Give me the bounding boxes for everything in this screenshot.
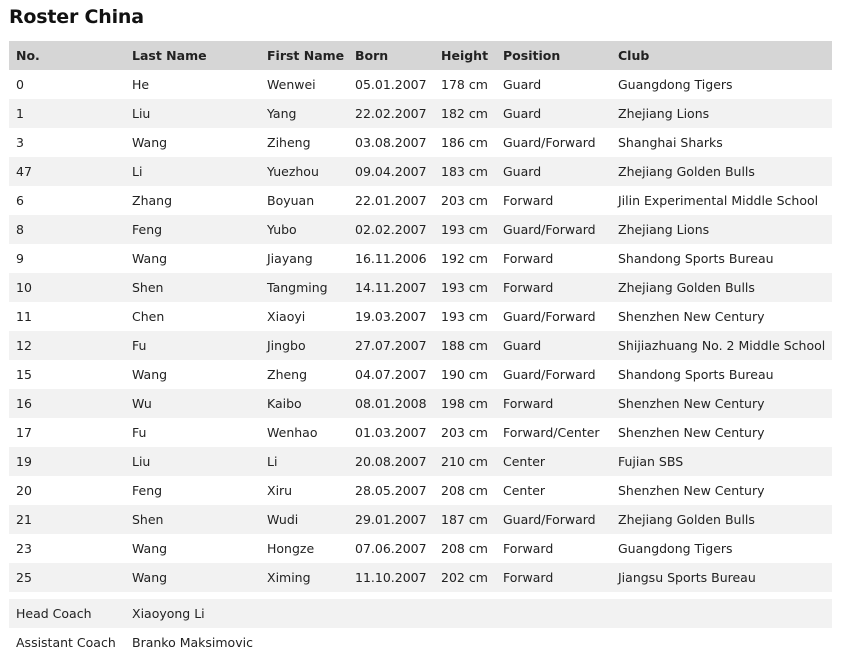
staff-name: Xiaoyong Li [132, 606, 205, 621]
header-club: Club [611, 41, 832, 70]
cell-first-name: Zheng [267, 367, 308, 382]
staff-role: Assistant Coach [16, 635, 116, 650]
cell-born: 02.02.2007 [355, 222, 427, 237]
table-row [9, 70, 832, 99]
cell-first-name: Yang [267, 106, 297, 121]
cell-first-name: Jiayang [267, 251, 313, 266]
cell-number: 6 [16, 193, 24, 208]
cell-last-name: Wu [132, 396, 152, 411]
cell-born: 03.08.2007 [355, 135, 427, 150]
cell-position: Center [503, 483, 546, 498]
cell-last-name: Feng [132, 483, 163, 498]
cell-last-name: Fu [132, 338, 147, 353]
cell-height: 190 cm [441, 367, 488, 382]
cell-number: 3 [16, 135, 24, 150]
cell-height: 186 cm [441, 135, 488, 150]
cell-number: 16 [16, 396, 32, 411]
cell-club: Shenzhen New Century [618, 396, 765, 411]
cell-height: 203 cm [441, 425, 488, 440]
cell-last-name: Fu [132, 425, 147, 440]
cell-position: Guard/Forward [503, 367, 596, 382]
header-last-name: Last Name [125, 41, 260, 70]
table-row [9, 505, 832, 534]
cell-club: Guangdong Tigers [618, 541, 733, 556]
cell-last-name: Li [132, 164, 143, 179]
cell-number: 15 [16, 367, 32, 382]
cell-born: 08.01.2008 [355, 396, 427, 411]
cell-first-name: Li [267, 454, 278, 469]
cell-number: 25 [16, 570, 32, 585]
cell-first-name: Boyuan [267, 193, 315, 208]
cell-club: Zhejiang Golden Bulls [618, 512, 755, 527]
cell-position: Forward [503, 570, 554, 585]
cell-position: Guard/Forward [503, 309, 596, 324]
cell-height: 188 cm [441, 338, 488, 353]
cell-first-name: Xiaoyi [267, 309, 306, 324]
cell-club: Jiangsu Sports Bureau [618, 570, 756, 585]
cell-born: 05.01.2007 [355, 77, 427, 92]
cell-number: 0 [16, 77, 24, 92]
cell-last-name: Liu [132, 106, 151, 121]
header-first-name: First Name [260, 41, 348, 70]
cell-last-name: Chen [132, 309, 165, 324]
cell-position: Guard [503, 77, 542, 92]
cell-club: Zhejiang Lions [618, 222, 710, 237]
cell-height: 183 cm [441, 164, 488, 179]
cell-first-name: Tangming [267, 280, 328, 295]
cell-height: 208 cm [441, 483, 488, 498]
cell-first-name: Wudi [267, 512, 299, 527]
table-row [9, 157, 832, 186]
table-row [9, 302, 832, 331]
cell-club: Shanghai Sharks [618, 135, 723, 150]
cell-last-name: Wang [132, 541, 168, 556]
cell-first-name: Hongze [267, 541, 315, 556]
table-row [9, 389, 832, 418]
cell-height: 210 cm [441, 454, 488, 469]
cell-born: 07.06.2007 [355, 541, 427, 556]
page-title: Roster China [9, 6, 144, 28]
cell-position: Forward [503, 541, 554, 556]
cell-height: 182 cm [441, 106, 488, 121]
cell-club: Fujian SBS [618, 454, 684, 469]
cell-last-name: Feng [132, 222, 163, 237]
cell-number: 19 [16, 454, 32, 469]
cell-position: Guard [503, 164, 542, 179]
table-row [9, 215, 832, 244]
cell-first-name: Yuezhou [267, 164, 319, 179]
cell-club: Jilin Experimental Middle School [618, 193, 819, 208]
cell-position: Forward/Center [503, 425, 600, 440]
cell-position: Forward [503, 396, 554, 411]
table-row [9, 99, 832, 128]
cell-height: 187 cm [441, 512, 488, 527]
cell-position: Guard [503, 106, 542, 121]
cell-number: 20 [16, 483, 32, 498]
cell-born: 28.05.2007 [355, 483, 427, 498]
staff-row [9, 628, 832, 657]
header-born: Born [348, 41, 434, 70]
staff-row [9, 599, 832, 628]
cell-position: Guard/Forward [503, 135, 596, 150]
cell-number: 17 [16, 425, 32, 440]
cell-height: 193 cm [441, 280, 488, 295]
cell-first-name: Xiru [267, 483, 293, 498]
header-position: Position [496, 41, 611, 70]
cell-born: 20.08.2007 [355, 454, 427, 469]
cell-last-name: Shen [132, 512, 164, 527]
cell-height: 203 cm [441, 193, 488, 208]
cell-last-name: Liu [132, 454, 151, 469]
cell-first-name: Wenwei [267, 77, 316, 92]
cell-position: Guard/Forward [503, 222, 596, 237]
table-row [9, 331, 832, 360]
cell-height: 208 cm [441, 541, 488, 556]
cell-club: Shenzhen New Century [618, 309, 765, 324]
cell-first-name: Ziheng [267, 135, 311, 150]
cell-last-name: Shen [132, 280, 164, 295]
cell-number: 9 [16, 251, 24, 266]
cell-club: Shandong Sports Bureau [618, 367, 774, 382]
cell-position: Center [503, 454, 546, 469]
cell-born: 27.07.2007 [355, 338, 427, 353]
cell-last-name: Wang [132, 251, 168, 266]
table-row [9, 186, 832, 215]
cell-height: 198 cm [441, 396, 488, 411]
cell-born: 22.01.2007 [355, 193, 427, 208]
cell-number: 11 [16, 309, 32, 324]
cell-position: Forward [503, 280, 554, 295]
cell-last-name: Wang [132, 570, 168, 585]
header-number: No. [9, 41, 125, 70]
cell-club: Shandong Sports Bureau [618, 251, 774, 266]
cell-club: Zhejiang Golden Bulls [618, 164, 755, 179]
cell-position: Forward [503, 193, 554, 208]
cell-height: 192 cm [441, 251, 488, 266]
cell-height: 178 cm [441, 77, 488, 92]
cell-number: 47 [16, 164, 32, 179]
cell-position: Forward [503, 251, 554, 266]
cell-club: Guangdong Tigers [618, 77, 733, 92]
table-header-row [9, 41, 832, 70]
cell-number: 12 [16, 338, 32, 353]
staff-role: Head Coach [16, 606, 92, 621]
cell-first-name: Wenhao [267, 425, 318, 440]
table-row [9, 244, 832, 273]
cell-first-name: Jingbo [267, 338, 306, 353]
table-row [9, 273, 832, 302]
cell-number: 1 [16, 106, 24, 121]
header-height: Height [434, 41, 496, 70]
cell-club: Zhejiang Lions [618, 106, 710, 121]
cell-first-name: Kaibo [267, 396, 302, 411]
cell-first-name: Ximing [267, 570, 311, 585]
cell-last-name: Wang [132, 135, 168, 150]
cell-born: 11.10.2007 [355, 570, 427, 585]
cell-club: Shijiazhuang No. 2 Middle School [618, 338, 826, 353]
cell-born: 09.04.2007 [355, 164, 427, 179]
cell-born: 04.07.2007 [355, 367, 427, 382]
table-row [9, 534, 832, 563]
cell-position: Guard [503, 338, 542, 353]
cell-height: 193 cm [441, 222, 488, 237]
cell-number: 21 [16, 512, 32, 527]
cell-first-name: Yubo [267, 222, 297, 237]
table-row [9, 360, 832, 389]
cell-number: 10 [16, 280, 32, 295]
cell-height: 202 cm [441, 570, 488, 585]
table-row [9, 563, 832, 592]
cell-born: 19.03.2007 [355, 309, 427, 324]
cell-number: 8 [16, 222, 24, 237]
cell-born: 29.01.2007 [355, 512, 427, 527]
cell-born: 22.02.2007 [355, 106, 427, 121]
cell-club: Shenzhen New Century [618, 425, 765, 440]
cell-last-name: He [132, 77, 150, 92]
cell-position: Guard/Forward [503, 512, 596, 527]
cell-born: 14.11.2007 [355, 280, 427, 295]
table-row [9, 128, 832, 157]
cell-born: 16.11.2006 [355, 251, 427, 266]
table-row [9, 476, 832, 505]
table-row [9, 447, 832, 476]
roster-table [9, 41, 832, 592]
cell-club: Zhejiang Golden Bulls [618, 280, 755, 295]
cell-last-name: Zhang [132, 193, 173, 208]
staff-table [9, 599, 832, 657]
cell-born: 01.03.2007 [355, 425, 427, 440]
table-row [9, 418, 832, 447]
cell-club: Shenzhen New Century [618, 483, 765, 498]
cell-last-name: Wang [132, 367, 168, 382]
cell-number: 23 [16, 541, 32, 556]
cell-height: 193 cm [441, 309, 488, 324]
staff-name: Branko Maksimovic [132, 635, 253, 650]
